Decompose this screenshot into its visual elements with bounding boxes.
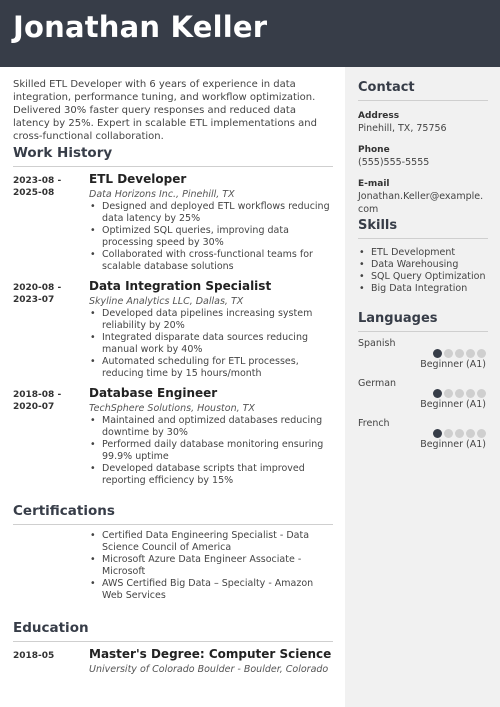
job-dates: 2020-08 - 2023-07 bbox=[13, 283, 62, 305]
language-level: Beginner (A1) bbox=[420, 359, 486, 370]
work-history-section bbox=[13, 145, 333, 167]
contact-section bbox=[358, 80, 488, 216]
email-value-line2: com bbox=[358, 204, 379, 215]
skills-section bbox=[358, 218, 488, 295]
job-bullet: • Designed and deployed ETL workflows reducing data latency by 25% bbox=[89, 201, 334, 225]
job-title: Data Integration Specialist bbox=[89, 279, 272, 293]
skill-item: • Data Warehousing bbox=[358, 259, 488, 271]
email-value-line1: Jonathan.Keller@example. bbox=[358, 191, 484, 202]
job-bullet: • Automated scheduling for ETL processes, reducing time by 15 hours/month bbox=[89, 356, 334, 380]
address-label: Address bbox=[358, 111, 400, 121]
certification-item: • AWS Certified Big Data – Specialty - Amazon Web Services bbox=[89, 578, 334, 602]
phone-label: Phone bbox=[358, 145, 390, 155]
candidate-name: Jonathan Keller bbox=[13, 10, 268, 44]
job-bullet: • Performed daily database monitoring ensuring 99.9% uptime bbox=[89, 439, 334, 463]
address-value: Pinehill, TX, 75756 bbox=[358, 123, 447, 134]
rating-dot-empty bbox=[477, 429, 486, 438]
language-rating bbox=[433, 389, 486, 398]
rating-dot-empty bbox=[466, 389, 475, 398]
job-title: Database Engineer bbox=[89, 386, 218, 400]
rating-dot-empty bbox=[455, 389, 464, 398]
rating-dot-filled bbox=[433, 389, 442, 398]
phone-block bbox=[358, 144, 488, 169]
job-dates: 2023-08 - 2025-08 bbox=[13, 176, 62, 198]
resume-header bbox=[0, 0, 500, 67]
job-bullet: • Developed data pipelines increasing system reliability by 20% bbox=[89, 308, 334, 332]
degree: Master's Degree: Computer Science bbox=[89, 647, 332, 661]
job-bullet: • Developed database scripts that improved reporting efficiency by 15% bbox=[89, 463, 334, 487]
language-name: Spanish bbox=[358, 338, 396, 349]
email-block bbox=[358, 178, 488, 216]
job-company: Skyline Analytics LLC, Dallas, TX bbox=[89, 296, 244, 307]
certification-item: • Microsoft Azure Data Engineer Associate - Microsoft bbox=[89, 554, 334, 578]
job-dates: 2018-08 - 2020-07 bbox=[13, 390, 62, 412]
rating-dot-filled bbox=[433, 349, 442, 358]
language-item bbox=[358, 338, 488, 372]
job-company: TechSphere Solutions, Houston, TX bbox=[89, 403, 255, 414]
language-name: French bbox=[358, 418, 390, 429]
languages-section bbox=[358, 311, 488, 332]
certifications-section bbox=[13, 503, 333, 525]
phone-value: (555)555-5555 bbox=[358, 157, 430, 168]
job-details bbox=[89, 386, 334, 487]
professional-summary: Skilled ETL Developer with 6 years of experience in data integration, performance tuning, and workflow optimization. Delivered 30% faster query responses and reduced data latency by 25%. Expert in scalable ETL implementations and cross-functional collaboration. bbox=[13, 79, 317, 142]
rating-dot-empty bbox=[444, 429, 453, 438]
job-details bbox=[89, 172, 334, 273]
rating-dot-empty bbox=[444, 349, 453, 358]
language-rating bbox=[433, 429, 486, 438]
job-bullets bbox=[89, 201, 334, 273]
certifications-list-block bbox=[89, 530, 334, 602]
job-bullet: • Maintained and optimized databases reducing downtime by 30% bbox=[89, 415, 334, 439]
language-item bbox=[358, 418, 488, 452]
education-details bbox=[89, 647, 334, 676]
certifications-title: Certifications bbox=[13, 503, 333, 525]
skill-item: • ETL Development bbox=[358, 247, 488, 259]
summary-block bbox=[13, 78, 333, 143]
rating-dot-empty bbox=[466, 429, 475, 438]
rating-dot-empty bbox=[477, 389, 486, 398]
job-details bbox=[89, 279, 334, 380]
language-level: Beginner (A1) bbox=[420, 399, 486, 410]
contact-title: Contact bbox=[358, 80, 488, 101]
job-bullets bbox=[89, 415, 334, 487]
address-block bbox=[358, 110, 488, 135]
certification-item: • Certified Data Engineering Specialist - Data Science Council of America bbox=[89, 530, 334, 554]
language-name: German bbox=[358, 378, 397, 389]
job-title: ETL Developer bbox=[89, 172, 187, 186]
school: University of Colorado Boulder - Boulder, Colorado bbox=[89, 664, 329, 675]
education-date: 2018-05 bbox=[13, 651, 55, 661]
email-label: E-mail bbox=[358, 179, 390, 189]
rating-dot-empty bbox=[455, 429, 464, 438]
rating-dot-empty bbox=[466, 349, 475, 358]
skills-title: Skills bbox=[358, 218, 488, 239]
skills-list bbox=[358, 247, 488, 295]
certifications-list bbox=[89, 530, 334, 602]
job-bullet: • Integrated disparate data sources reducing manual work by 40% bbox=[89, 332, 334, 356]
job-bullet: • Optimized SQL queries, improving data processing speed by 30% bbox=[89, 225, 334, 249]
rating-dot-empty bbox=[455, 349, 464, 358]
education-title: Education bbox=[13, 620, 333, 642]
job-bullets bbox=[89, 308, 334, 380]
language-rating bbox=[433, 349, 486, 358]
language-item bbox=[358, 378, 488, 412]
skill-item: • Big Data Integration bbox=[358, 283, 488, 295]
rating-dot-empty bbox=[444, 389, 453, 398]
rating-dot-empty bbox=[477, 349, 486, 358]
skill-item: • SQL Query Optimization bbox=[358, 271, 488, 283]
work-history-title: Work History bbox=[13, 145, 333, 167]
job-company: Data Horizons Inc., Pinehill, TX bbox=[89, 189, 235, 200]
languages-title: Languages bbox=[358, 311, 488, 332]
language-level: Beginner (A1) bbox=[420, 439, 486, 450]
job-bullet: • Collaborated with cross-functional teams for scalable database solutions bbox=[89, 249, 334, 273]
rating-dot-filled bbox=[433, 429, 442, 438]
education-section bbox=[13, 620, 333, 642]
